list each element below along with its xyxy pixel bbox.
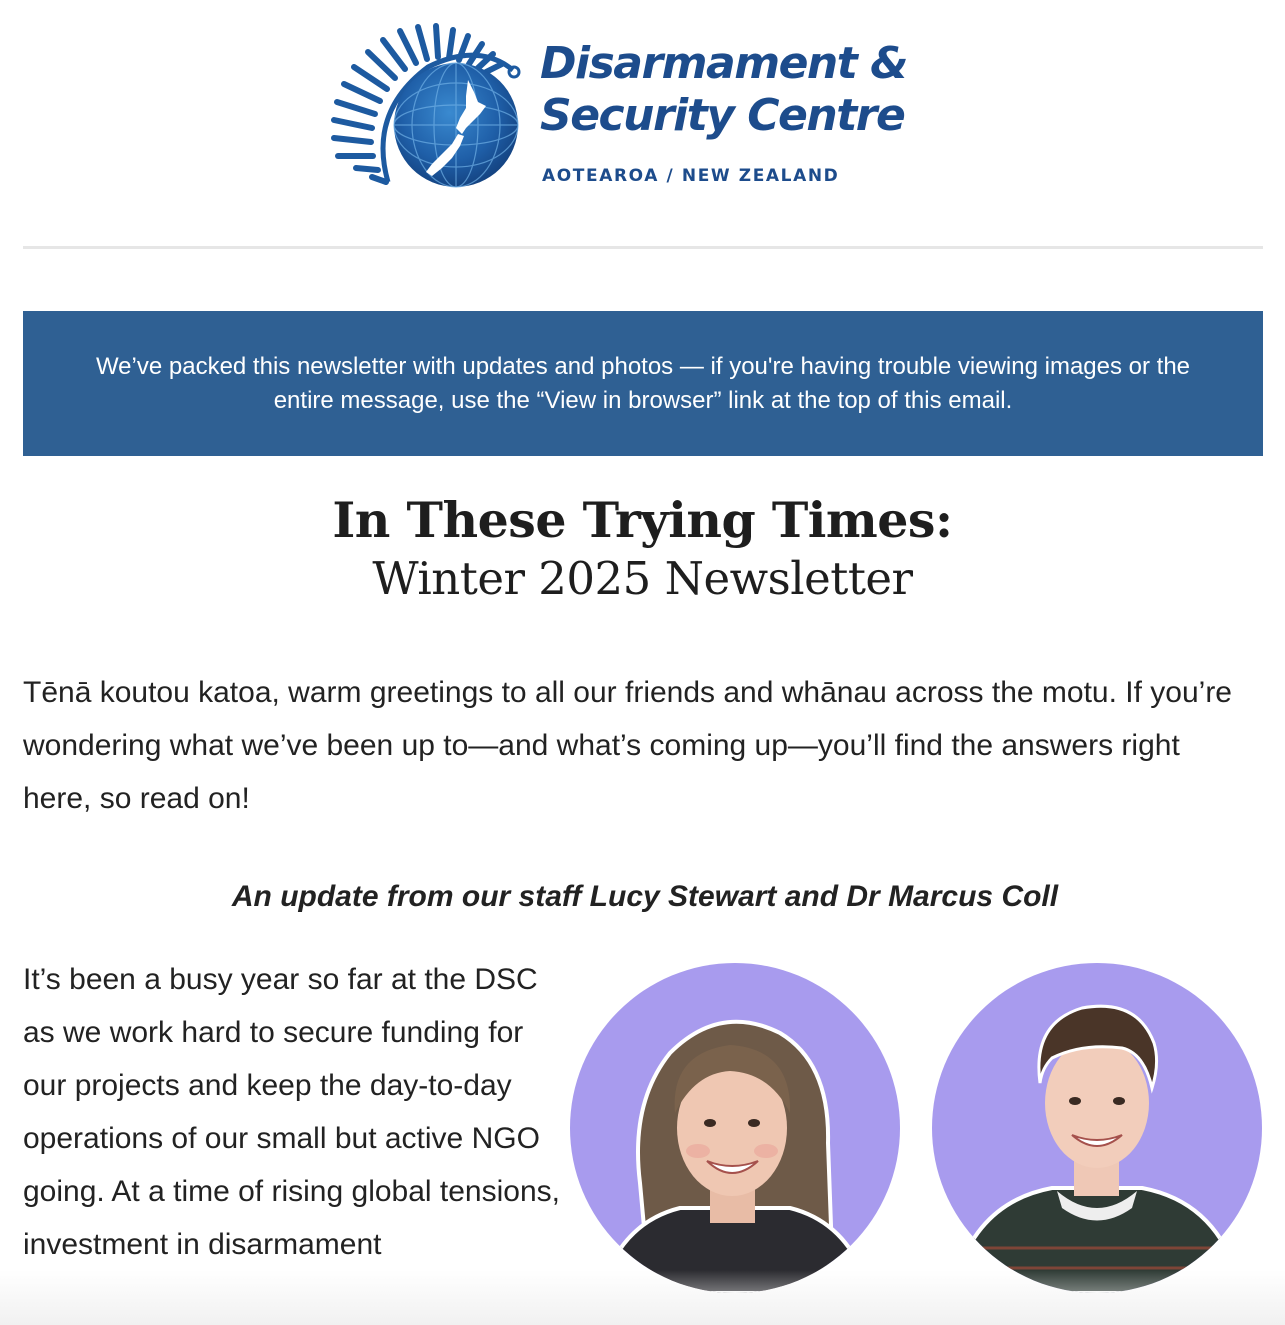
portrait-marcus-coll: [932, 963, 1262, 1293]
staff-update-paragraph: It’s been a busy year so far at the DSC as we work hard to secure funding for our projects and keep the day-to-day operations of our small but active NGO going. At a time of rising global tensions, investment in disarmament: [23, 963, 560, 1261]
logo-line-1: Disarmament &: [540, 38, 907, 89]
logo-line-2: Security Centre: [540, 90, 905, 141]
logo-wordmark: [540, 38, 907, 142]
notice-text: We’ve packed this newsletter with updates and photos — if you're having trouble viewing images or the entire message, use the “View in browser” link at the top of this email.: [95, 352, 1191, 414]
logo-tagline: AOTEAROA / NEW ZEALAND: [542, 166, 840, 186]
portrait-man-image: [932, 963, 1262, 1293]
newsletter-title: In These Trying Times:: [332, 491, 953, 549]
dsc-logo-icon: [328, 22, 528, 192]
portrait-woman-image: [570, 963, 900, 1293]
intro-paragraph: Tēnā koutou katoa, warm greetings to all our friends and whānau across the motu. If you’re wondering what we’ve been up to—and what’s coming up—you’ll find the answers right here, so read on!: [23, 676, 1232, 815]
newsletter-subtitle: Winter 2025 Newsletter: [372, 552, 913, 605]
staff-update-heading: An update from our staff Lucy Stewart and Dr Marcus Coll: [231, 880, 1059, 913]
portrait-lucy-stewart: [570, 963, 900, 1293]
scroll-fade: [0, 1270, 1285, 1325]
header-divider: [23, 246, 1263, 249]
view-in-browser-notice: [23, 311, 1263, 456]
newsletter-header: [0, 0, 1285, 250]
